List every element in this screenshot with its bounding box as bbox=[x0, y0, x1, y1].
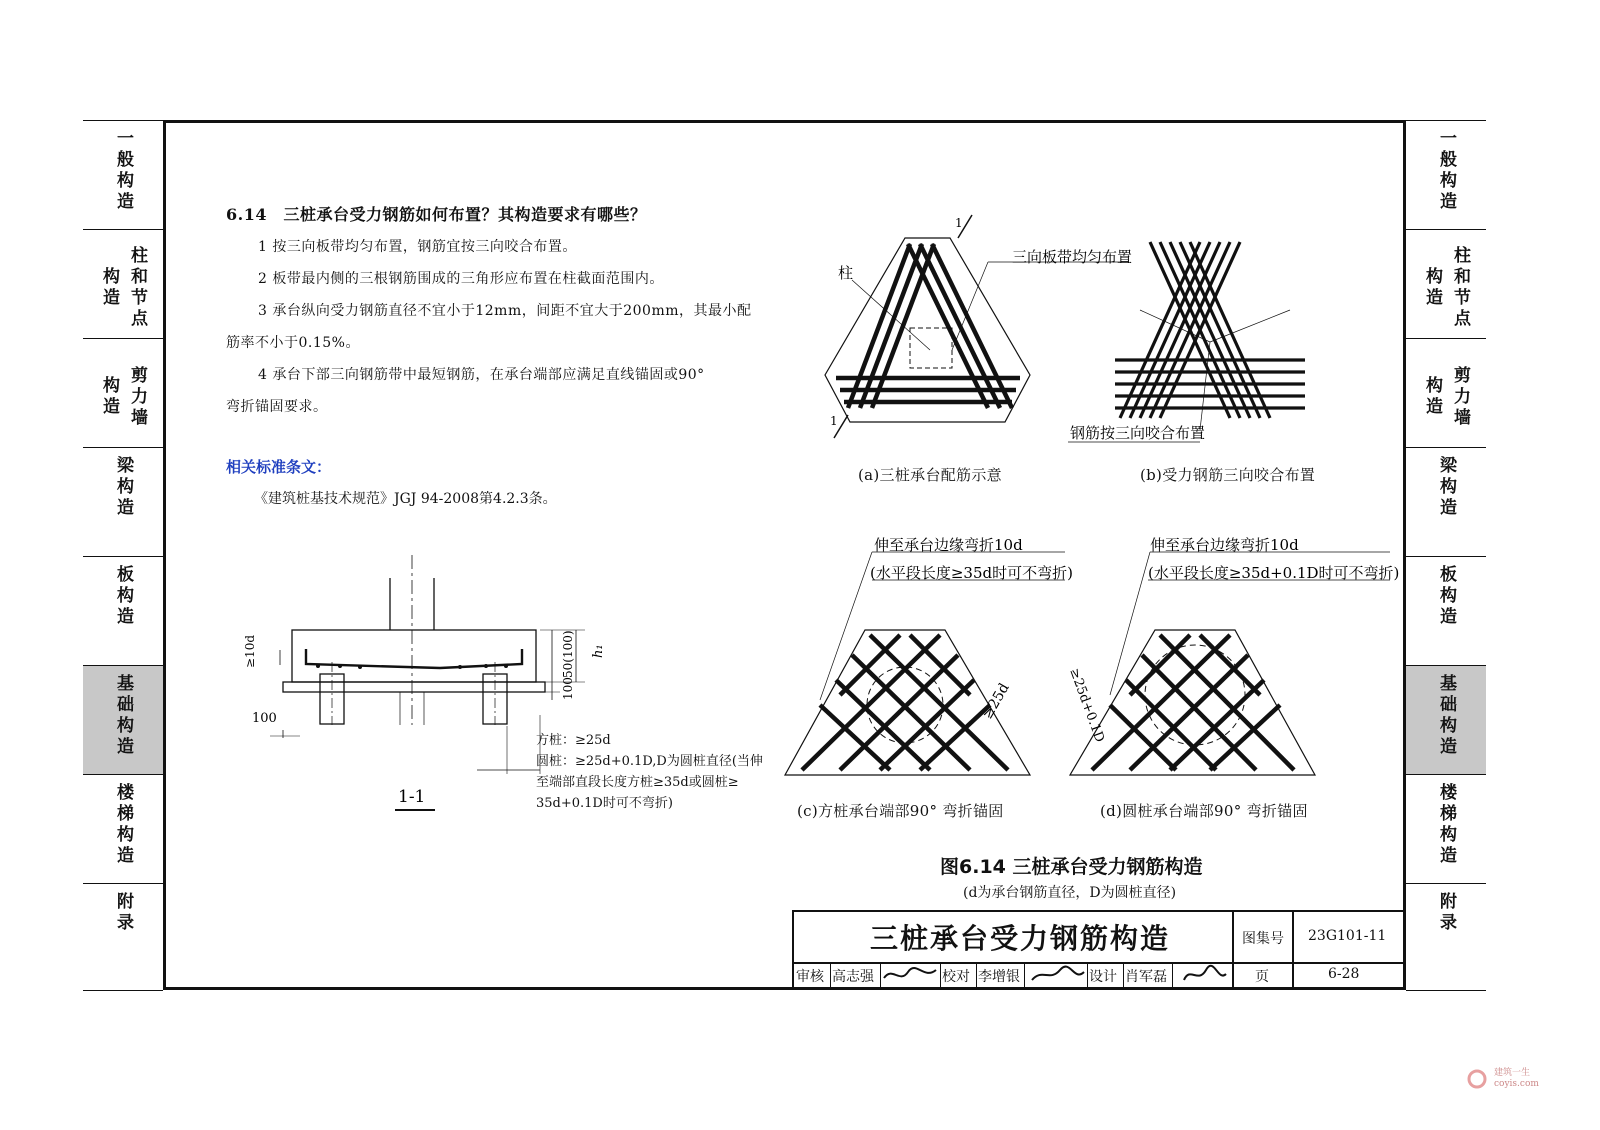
right-tab-label-col: 一般构造 bbox=[1436, 129, 1456, 213]
c-label-1: 伸至承台边缘弯折10d bbox=[874, 536, 1023, 554]
left-tab-label bbox=[97, 339, 149, 447]
right-tab-2[interactable] bbox=[1406, 229, 1486, 338]
right-tab-bottom-rule bbox=[1406, 990, 1486, 991]
check-label: 校对 bbox=[942, 969, 970, 985]
right-tab-column bbox=[1406, 120, 1486, 990]
dim-50: 50(100) bbox=[561, 630, 575, 678]
question-item-4: 4 承台下部三向钢筋带中最短钢筋，在承台端部应满足直线锚固或90° bbox=[258, 367, 705, 383]
right-tab-8[interactable] bbox=[1406, 883, 1486, 990]
title-block-main: 三桩承台受力钢筋构造 bbox=[870, 922, 1171, 955]
right-tab-3[interactable] bbox=[1406, 338, 1486, 447]
left-tab-label-col: 构造 bbox=[99, 267, 119, 309]
right-tab-7[interactable] bbox=[1406, 774, 1486, 883]
left-tab-1[interactable] bbox=[83, 120, 163, 229]
figure-subtitle: (d为承台钢筋直径，D为圆桩直径) bbox=[963, 885, 1177, 901]
left-tab-column bbox=[83, 120, 163, 990]
right-tab-label bbox=[1434, 557, 1458, 665]
d-label-2: (水平段长度≥35d+0.1D时可不弯折) bbox=[1148, 564, 1400, 582]
designer-name: 肖军磊 bbox=[1125, 969, 1167, 985]
designer-signature bbox=[1180, 962, 1230, 988]
figure-b-drawing bbox=[1060, 230, 1340, 450]
question-item-1: 1 按三向板带均匀布置，钢筋宜按三向咬合布置。 bbox=[258, 239, 577, 255]
reference-text: 《建筑桩基技术规范》JGJ 94-2008第4.2.3条。 bbox=[254, 491, 557, 507]
left-tab-label-col: 柱和节点 bbox=[127, 246, 147, 330]
left-tab-4[interactable] bbox=[83, 447, 163, 556]
question-title: 6.14 三桩承台受力钢筋如何布置？其构造要求有哪些？ bbox=[226, 205, 647, 224]
right-tab-6[interactable] bbox=[1406, 665, 1486, 774]
figure-title: 图6.14 三桩承台受力钢筋构造 bbox=[940, 856, 1203, 878]
section-mark-top: 1 bbox=[955, 216, 963, 230]
left-tab-label-col: 一般构造 bbox=[113, 129, 133, 213]
right-tab-label-col: 梁构造 bbox=[1436, 456, 1456, 519]
right-tab-label-col: 构造 bbox=[1422, 376, 1442, 418]
left-tab-label bbox=[111, 666, 135, 774]
watermark-text: 建筑一生 bbox=[1494, 1068, 1531, 1078]
dim-100-right: 100 bbox=[561, 677, 575, 700]
caption-c: (c)方桩承台端部90° 弯折锚固 bbox=[797, 802, 1004, 820]
watermark-logo-icon bbox=[1466, 1068, 1488, 1090]
left-tab-label-col: 构造 bbox=[99, 376, 119, 418]
right-tab-label-col: 构造 bbox=[1422, 267, 1442, 309]
c-dim: ≥25d bbox=[979, 680, 1013, 722]
note-line-1: 方桩：≥25d bbox=[536, 733, 611, 748]
checker-signature bbox=[1028, 962, 1088, 988]
right-tab-label bbox=[1434, 666, 1458, 774]
dim-100-left: 100 bbox=[252, 711, 277, 726]
left-tab-label-col: 附录 bbox=[113, 892, 133, 934]
right-tab-1[interactable] bbox=[1406, 120, 1486, 229]
reference-heading: 相关标准条文： bbox=[226, 458, 332, 476]
right-tab-label bbox=[1420, 230, 1472, 338]
watermark-url: coyis.com bbox=[1494, 1079, 1539, 1089]
left-tab-6[interactable] bbox=[83, 665, 163, 774]
c-label-2: (水平段长度≥35d时可不弯折) bbox=[870, 564, 1073, 582]
right-tab-label bbox=[1434, 121, 1458, 229]
watermark bbox=[1466, 1068, 1539, 1090]
label-column: 柱 bbox=[838, 264, 854, 282]
left-tab-3[interactable] bbox=[83, 338, 163, 447]
right-tab-label-col: 剪力墙 bbox=[1450, 365, 1470, 429]
review-label: 审核 bbox=[796, 969, 824, 985]
left-tab-label bbox=[111, 121, 135, 229]
reviewer-signature bbox=[880, 962, 940, 988]
right-tab-label bbox=[1420, 339, 1472, 447]
left-tab-label bbox=[97, 230, 149, 338]
section-note bbox=[536, 730, 763, 814]
question-item-3: 3 承台纵向受力钢筋直径不宜小于12mm，间距不宜大于200mm，其最小配 bbox=[258, 303, 752, 319]
left-tab-5[interactable] bbox=[83, 556, 163, 665]
caption-d: (d)圆桩承台端部90° 弯折锚固 bbox=[1100, 802, 1308, 820]
design-label: 设计 bbox=[1089, 969, 1117, 985]
right-tab-label-col: 柱和节点 bbox=[1450, 246, 1470, 330]
caption-a: (a)三桩承台配筋示意 bbox=[858, 466, 1002, 484]
question-item-2: 2 板带最内侧的三根钢筋围成的三角形应布置在柱截面范围内。 bbox=[258, 271, 664, 287]
right-tab-label bbox=[1434, 448, 1458, 556]
left-tab-label bbox=[111, 884, 135, 990]
right-tab-label-col: 基础构造 bbox=[1436, 674, 1456, 758]
figure-d-drawing bbox=[1050, 530, 1400, 790]
checker-name: 李增银 bbox=[978, 969, 1020, 985]
d-label-1: 伸至承台边缘弯折10d bbox=[1150, 536, 1299, 554]
left-tab-label bbox=[111, 448, 135, 556]
question-item-3-cont: 筋率不小于0.15%。 bbox=[226, 335, 360, 351]
dim-10d: ≥10d bbox=[243, 634, 257, 668]
left-tab-label-col: 梁构造 bbox=[113, 456, 133, 519]
atlas-number: 23G101-11 bbox=[1308, 928, 1387, 944]
right-tab-label-col: 楼梯构造 bbox=[1436, 783, 1456, 867]
question-item-4-cont: 弯折锚固要求。 bbox=[226, 399, 328, 415]
page-label: 页 bbox=[1255, 969, 1269, 985]
caption-b: (b)受力钢筋三向咬合布置 bbox=[1140, 466, 1316, 484]
label-interlock: 钢筋按三向咬合布置 bbox=[1070, 424, 1206, 442]
left-tab-label-col: 板构造 bbox=[113, 565, 133, 628]
right-tab-label-col: 板构造 bbox=[1436, 565, 1456, 628]
dim-h1: h₁ bbox=[591, 644, 606, 658]
note-line-3: 至端部直段长度方桩≥35d或圆桩≥ bbox=[536, 775, 739, 790]
right-tab-label bbox=[1434, 775, 1458, 883]
page-number: 6-28 bbox=[1328, 966, 1360, 982]
left-tab-label-col: 基础构造 bbox=[113, 674, 133, 758]
right-tab-4[interactable] bbox=[1406, 447, 1486, 556]
left-tab-8[interactable] bbox=[83, 883, 163, 990]
left-tab-2[interactable] bbox=[83, 229, 163, 338]
atlas-label: 图集号 bbox=[1242, 931, 1284, 947]
figure-c-drawing bbox=[780, 530, 1080, 790]
note-line-4: 35d+0.1D时可不弯折) bbox=[536, 796, 673, 811]
right-tab-label-col: 附录 bbox=[1436, 892, 1456, 934]
left-tab-7[interactable] bbox=[83, 774, 163, 883]
right-tab-5[interactable] bbox=[1406, 556, 1486, 665]
left-tab-bottom-rule bbox=[83, 990, 163, 991]
reviewer-name: 高志强 bbox=[832, 969, 874, 985]
left-tab-label-col: 楼梯构造 bbox=[113, 783, 133, 867]
note-line-2: 圆桩：≥25d+0.1D,D为圆桩直径(当伸 bbox=[536, 754, 763, 769]
left-tab-label bbox=[111, 775, 135, 883]
left-tab-label bbox=[111, 557, 135, 665]
section-mark-bottom: 1 bbox=[830, 414, 838, 428]
label-band: 三向板带均匀布置 bbox=[1012, 248, 1133, 266]
left-tab-label-col: 剪力墙 bbox=[127, 365, 147, 429]
d-dim: ≥25d+0.1D bbox=[1066, 666, 1107, 745]
section-label: 1-1 bbox=[398, 787, 426, 807]
right-tab-label bbox=[1434, 884, 1458, 990]
